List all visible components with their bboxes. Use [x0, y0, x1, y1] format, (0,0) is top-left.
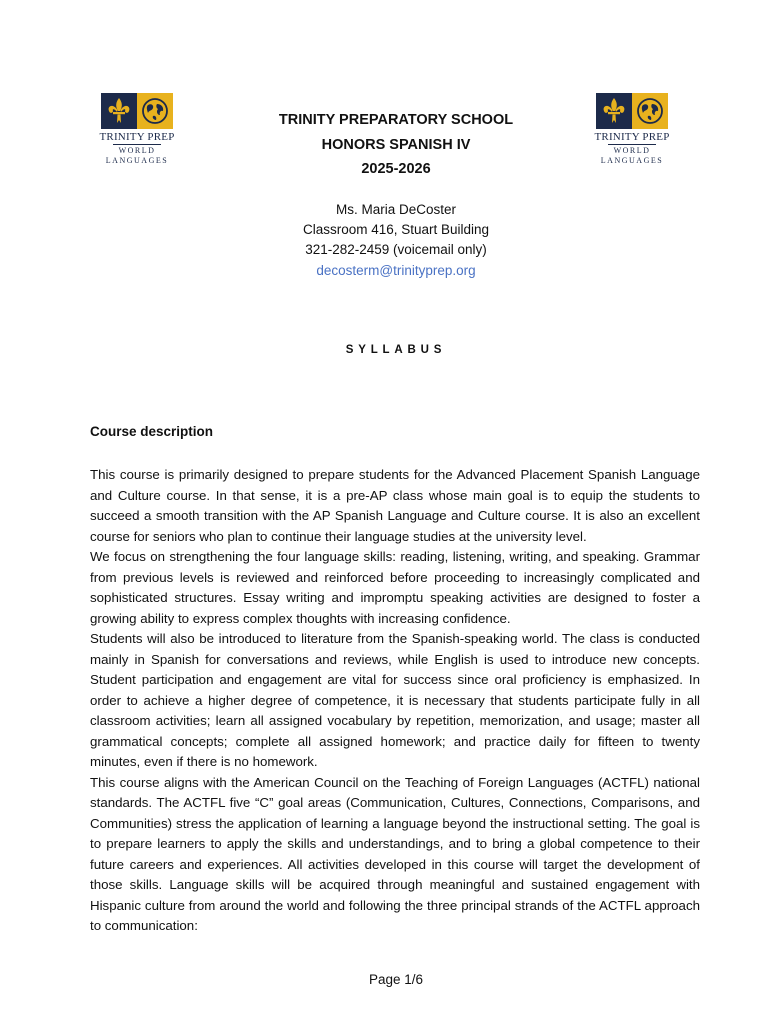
school-year: 2025-2026: [361, 161, 431, 177]
course-description-body: [90, 465, 700, 937]
logo-subtitle-line1: WORLD: [613, 146, 651, 155]
paragraph: This course is primarily designed to prepare students for the Advanced Placement Spanish Language and Culture course. In that sense, it is a pre-AP class whose main goal is to equip the students to succeed a smooth transition with the AP Spanish Language and Culture course. It is also an excellent course for seniors who plan to continue their language studies at the university level.: [90, 467, 700, 544]
paragraph: This course aligns with the American Council on the Teaching of Foreign Languages (ACTFL) national standards. The ACTFL five “C” goal areas (Communication, Cultures, Connections, Comparisons, and Communities) stress the application of learning a language beyond the instructional setting. The goal is to prepare learners to apply the skills and understandings, and to bring a global competence to their future careers and experiences. All activities developed in this course will target the development of those skills. Language skills will be acquired through meaningful and sustained engagement with Hispanic culture from around the world and following the three principal strands of the ACTFL approach to communication:: [90, 774, 700, 933]
teacher-contact: [0, 200, 768, 281]
paragraph: We focus on strengthening the four language skills: reading, listening, writing, and speaking. Grammar from previous levels is reviewed and reinforced before proceeding to increasingly complicated and sophisticated structures. Essay writing and impromptu speaking activities are designed to foster a growing ability to express complex thoughts with increasing confidence.: [90, 549, 700, 626]
email-link[interactable]: decosterm@trinityprep.org: [316, 262, 476, 278]
document-header: [0, 108, 768, 182]
logo-name: TRINITY PREP: [594, 131, 670, 143]
syllabus-title: SYLLABUS: [345, 344, 447, 356]
school-name: TRINITY PREPARATORY SCHOOL: [278, 112, 514, 128]
course-description-heading: Course description: [90, 424, 214, 439]
teacher-name: Ms. Maria DeCoster: [335, 202, 457, 217]
phone-number: 321-282-2459 (voicemail only): [305, 242, 487, 258]
paragraph: Students will also be introduced to literature from the Spanish-speaking world. The class is conducted mainly in Spanish for conversations and reviews, while English is used to introduce new concepts. Student participation and engagement are vital for success since oral proficiency is emphasized. In order to achieve a higher degree of competence, it is necessary that students participate fully in all classroom activities; learn all assigned vocabulary by repetition, memorization, and usage; master all grammatical concepts; complete all assigned homework; and practice daily for fifteen to twenty minutes, even if there is no homework.: [90, 631, 700, 769]
page-number: Page 1/6: [368, 972, 424, 987]
logo-subtitle-line1: WORLD: [118, 146, 156, 155]
logo-subtitle-line2: LANGUAGES: [600, 156, 664, 165]
classroom-location: Classroom 416, Stuart Building: [302, 222, 490, 238]
course-name: HONORS SPANISH IV: [321, 136, 471, 153]
logo-subtitle-line2: LANGUAGES: [105, 156, 169, 165]
logo-name: TRINITY PREP: [99, 131, 175, 143]
